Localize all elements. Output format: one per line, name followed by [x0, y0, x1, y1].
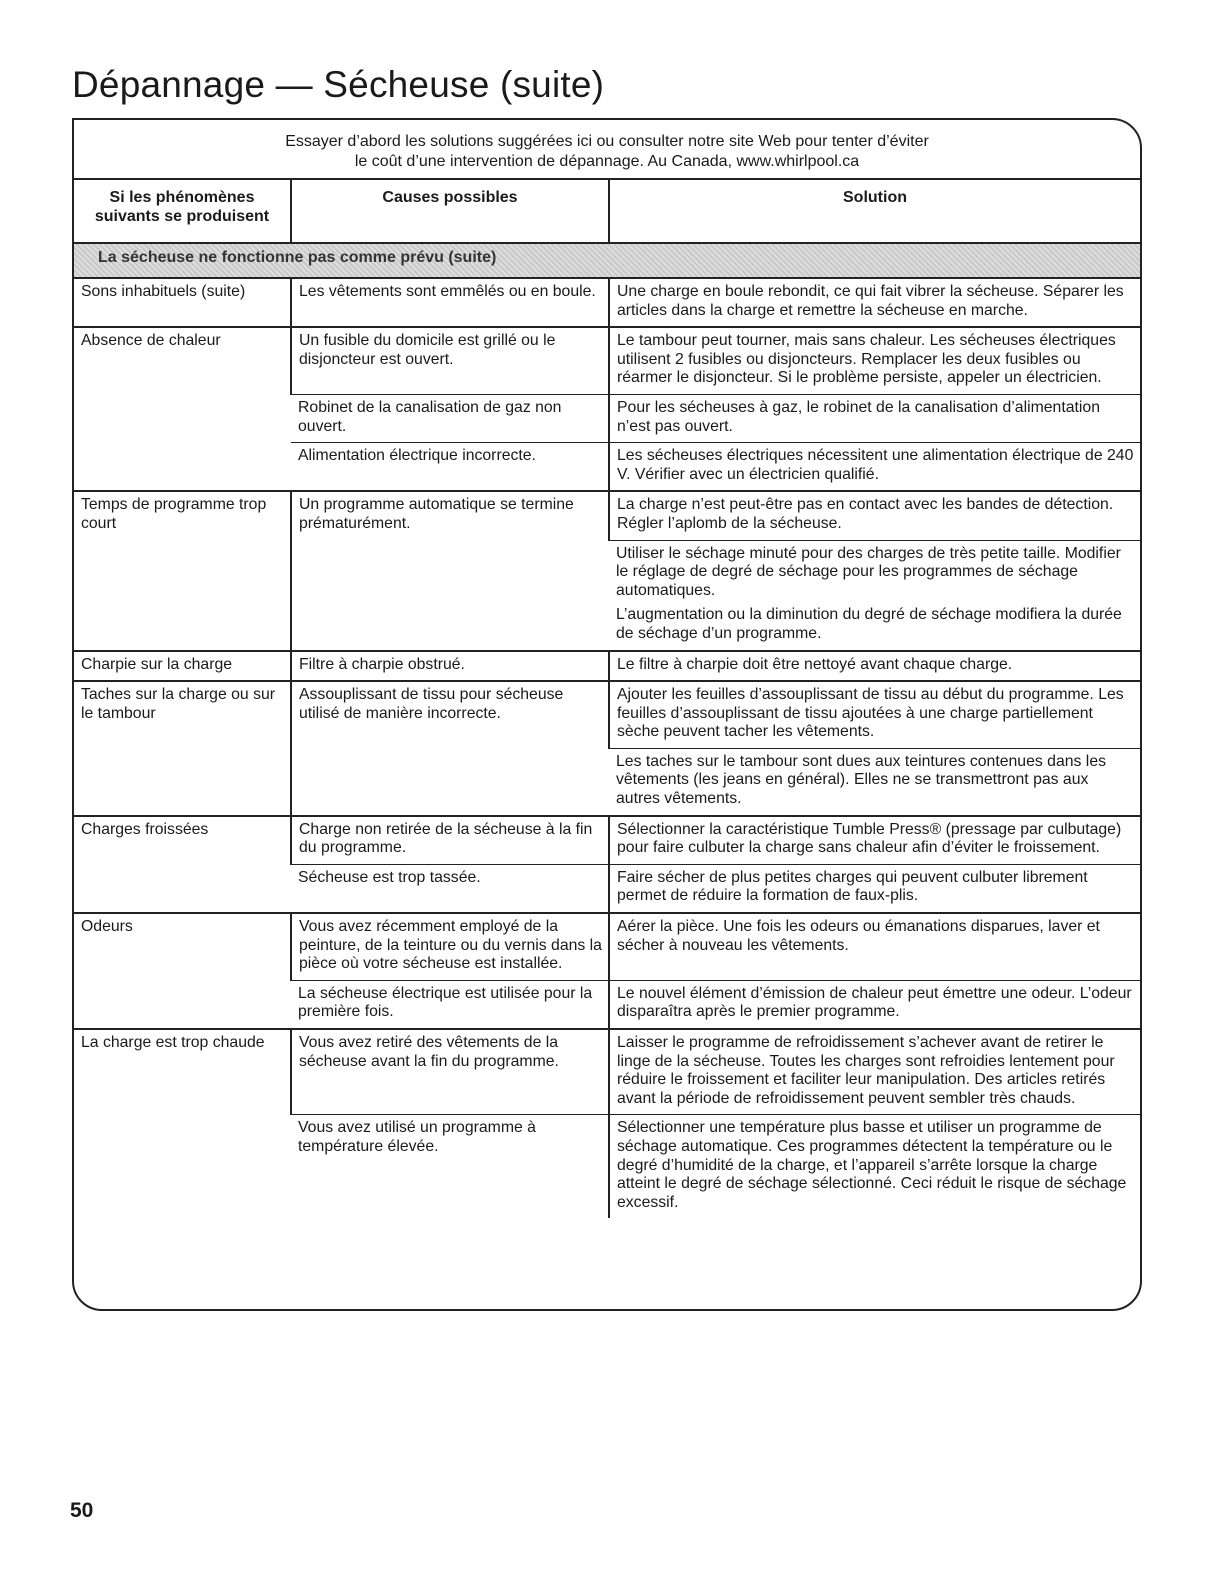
table-header-row — [74, 179, 1140, 243]
troubleshooting-table — [74, 178, 1140, 1218]
header-solution: Solution — [609, 179, 1140, 243]
solution-cell: Les sécheuses électriques nécessitent une alimentation électrique de 240 V. Vérifier avec un électricien qualifié. — [609, 443, 1140, 492]
table-row — [74, 651, 1140, 682]
intro-line: Essayer d’abord les solutions suggérées ici ou consulter notre site Web pour tenter d’éviter — [285, 133, 929, 150]
cause-cell: Un fusible du domicile est grillé ou le disjoncteur est ouvert. — [291, 327, 609, 394]
table-row — [74, 491, 1140, 540]
table-row — [74, 816, 1140, 865]
cause-cell: Assouplissant de tissu pour sécheuse utilisé de manière incorrecte. — [291, 681, 609, 816]
symptom-cell: Sons inhabituels (suite) — [74, 278, 291, 327]
solution-cell: Le filtre à charpie doit être nettoyé avant chaque charge. — [609, 651, 1140, 682]
header-causes: Causes possibles — [291, 179, 609, 243]
cause-cell: Un programme automatique se termine prématurément. — [291, 491, 609, 650]
cause-cell: La sécheuse électrique est utilisée pour la première fois. — [291, 980, 609, 1029]
table-row — [74, 278, 1140, 327]
symptom-cell: Charges froissées — [74, 816, 291, 913]
solution-cell: Faire sécher de plus petites charges qui peuvent culbuter librement permet de réduire la formation de faux-plis. — [609, 864, 1140, 913]
cause-cell: Alimentation électrique incorrecte. — [291, 443, 609, 492]
solution-cell: Le nouvel élément d’émission de chaleur peut émettre une odeur. L’odeur disparaîtra après le premier programme. — [609, 980, 1140, 1029]
symptom-cell: Temps de programme trop court — [74, 491, 291, 650]
page-number: 50 — [70, 1499, 94, 1522]
section-title: La sécheuse ne fonctionne pas comme prévu (suite) — [74, 243, 1140, 278]
solution-cell: Une charge en boule rebondit, ce qui fait vibrer la sécheuse. Séparer les articles dans la charge et remettre la sécheuse en marche. — [609, 278, 1140, 327]
table-row — [74, 327, 1140, 394]
solution-cell: Aérer la pièce. Une fois les odeurs ou émanations disparues, laver et sécher à nouveau les vêtements. — [609, 913, 1140, 980]
cause-cell: Vous avez retiré des vêtements de la sécheuse avant la fin du programme. — [291, 1029, 609, 1115]
solution-paragraph: Utiliser le séchage minuté pour des charges de très petite taille. Modifier le réglage de degré de séchage pour les programmes de séchage automatiques. — [616, 544, 1121, 599]
page-title: Dépannage — Sécheuse (suite) — [72, 64, 605, 105]
section-row — [74, 243, 1140, 278]
solution-cell: Laisser le programme de refroidissement s’achever avant de retirer le linge de la sécheuse. Toutes les charges sont refroidies lentement pour réduire le froissement et faciliter leur manipulation. Des articles retirés avant la période de refroidissement peuvent sembler très chauds. — [609, 1029, 1140, 1115]
solution-cell: Pour les sécheuses à gaz, le robinet de la canalisation d’alimentation n’est pas ouvert. — [609, 394, 1140, 442]
symptom-cell: Odeurs — [74, 913, 291, 1029]
symptom-cell: Charpie sur la charge — [74, 651, 291, 682]
header-symptoms: Si les phénomènes suivants se produisent — [74, 179, 291, 243]
solution-cell: Le tambour peut tourner, mais sans chaleur. Les sécheuses électriques utilisent 2 fusibles ou disjoncteurs. Remplacer les deux fusibles ou réarmer le disjoncteur. Si le problème persiste, appeler un électricien. — [609, 327, 1140, 394]
cause-cell: Sécheuse est trop tassée. — [291, 864, 609, 913]
intro-text — [74, 120, 1140, 178]
cause-cell: Charge non retirée de la sécheuse à la fin du programme. — [291, 816, 609, 865]
cause-cell: Filtre à charpie obstrué. — [291, 651, 609, 682]
table-row — [74, 1029, 1140, 1115]
table-row — [74, 681, 1140, 748]
solution-cell: Ajouter les feuilles d’assouplissant de tissu au début du programme. Les feuilles d’assouplissant de tissu ajoutées à une charge partiellement sèche peuvent tacher les vêtements. — [609, 681, 1140, 748]
symptom-cell: Absence de chaleur — [74, 327, 291, 491]
cause-cell: Vous avez récemment employé de la peinture, de la teinture ou du vernis dans la pièce où votre sécheuse est installée. — [291, 913, 609, 980]
solution-cell: Sélectionner la caractéristique Tumble Press® (pressage par culbutage) pour faire culbuter la charge sans chaleur afin d’éviter le froissement. — [609, 816, 1140, 865]
cause-cell: Robinet de la canalisation de gaz non ouvert. — [291, 394, 609, 442]
solution-paragraph: L’augmentation ou la diminution du degré de séchage modifiera la durée de séchage d’un programme. — [616, 606, 1122, 642]
symptom-cell: Taches sur la charge ou sur le tambour — [74, 681, 291, 816]
solution-cell: Les taches sur le tambour sont dues aux teintures contenues dans les vêtements (les jeans en général). Elles ne se transmettront pas aux autres vêtements. — [609, 748, 1140, 815]
cause-cell: Vous avez utilisé un programme à température élevée. — [298, 1119, 536, 1155]
cause-cell: Les vêtements sont emmêlés ou en boule. — [291, 278, 609, 327]
solution-cell: La charge n’est peut-être pas en contact avec les bandes de détection. Régler l’aplomb de la sécheuse. — [609, 491, 1140, 540]
solution-cell: Sélectionner une température plus basse et utiliser un programme de séchage automatique. Ces programmes détectent la température ou le degré d’humidité de la charge, et l’appareil s’arrête lorsque la charge atteint le degré de séchage sélectionné. Ceci réduit le risque de séchage excessif. — [609, 1115, 1140, 1218]
symptom-cell: La charge est trop chaude — [81, 1034, 265, 1051]
table-row — [74, 913, 1140, 980]
troubleshooting-frame — [72, 118, 1142, 1311]
intro-line: le coût d’une intervention de dépannage. Au Canada, www.whirlpool.ca — [354, 153, 860, 170]
solution-cell — [609, 540, 1140, 650]
